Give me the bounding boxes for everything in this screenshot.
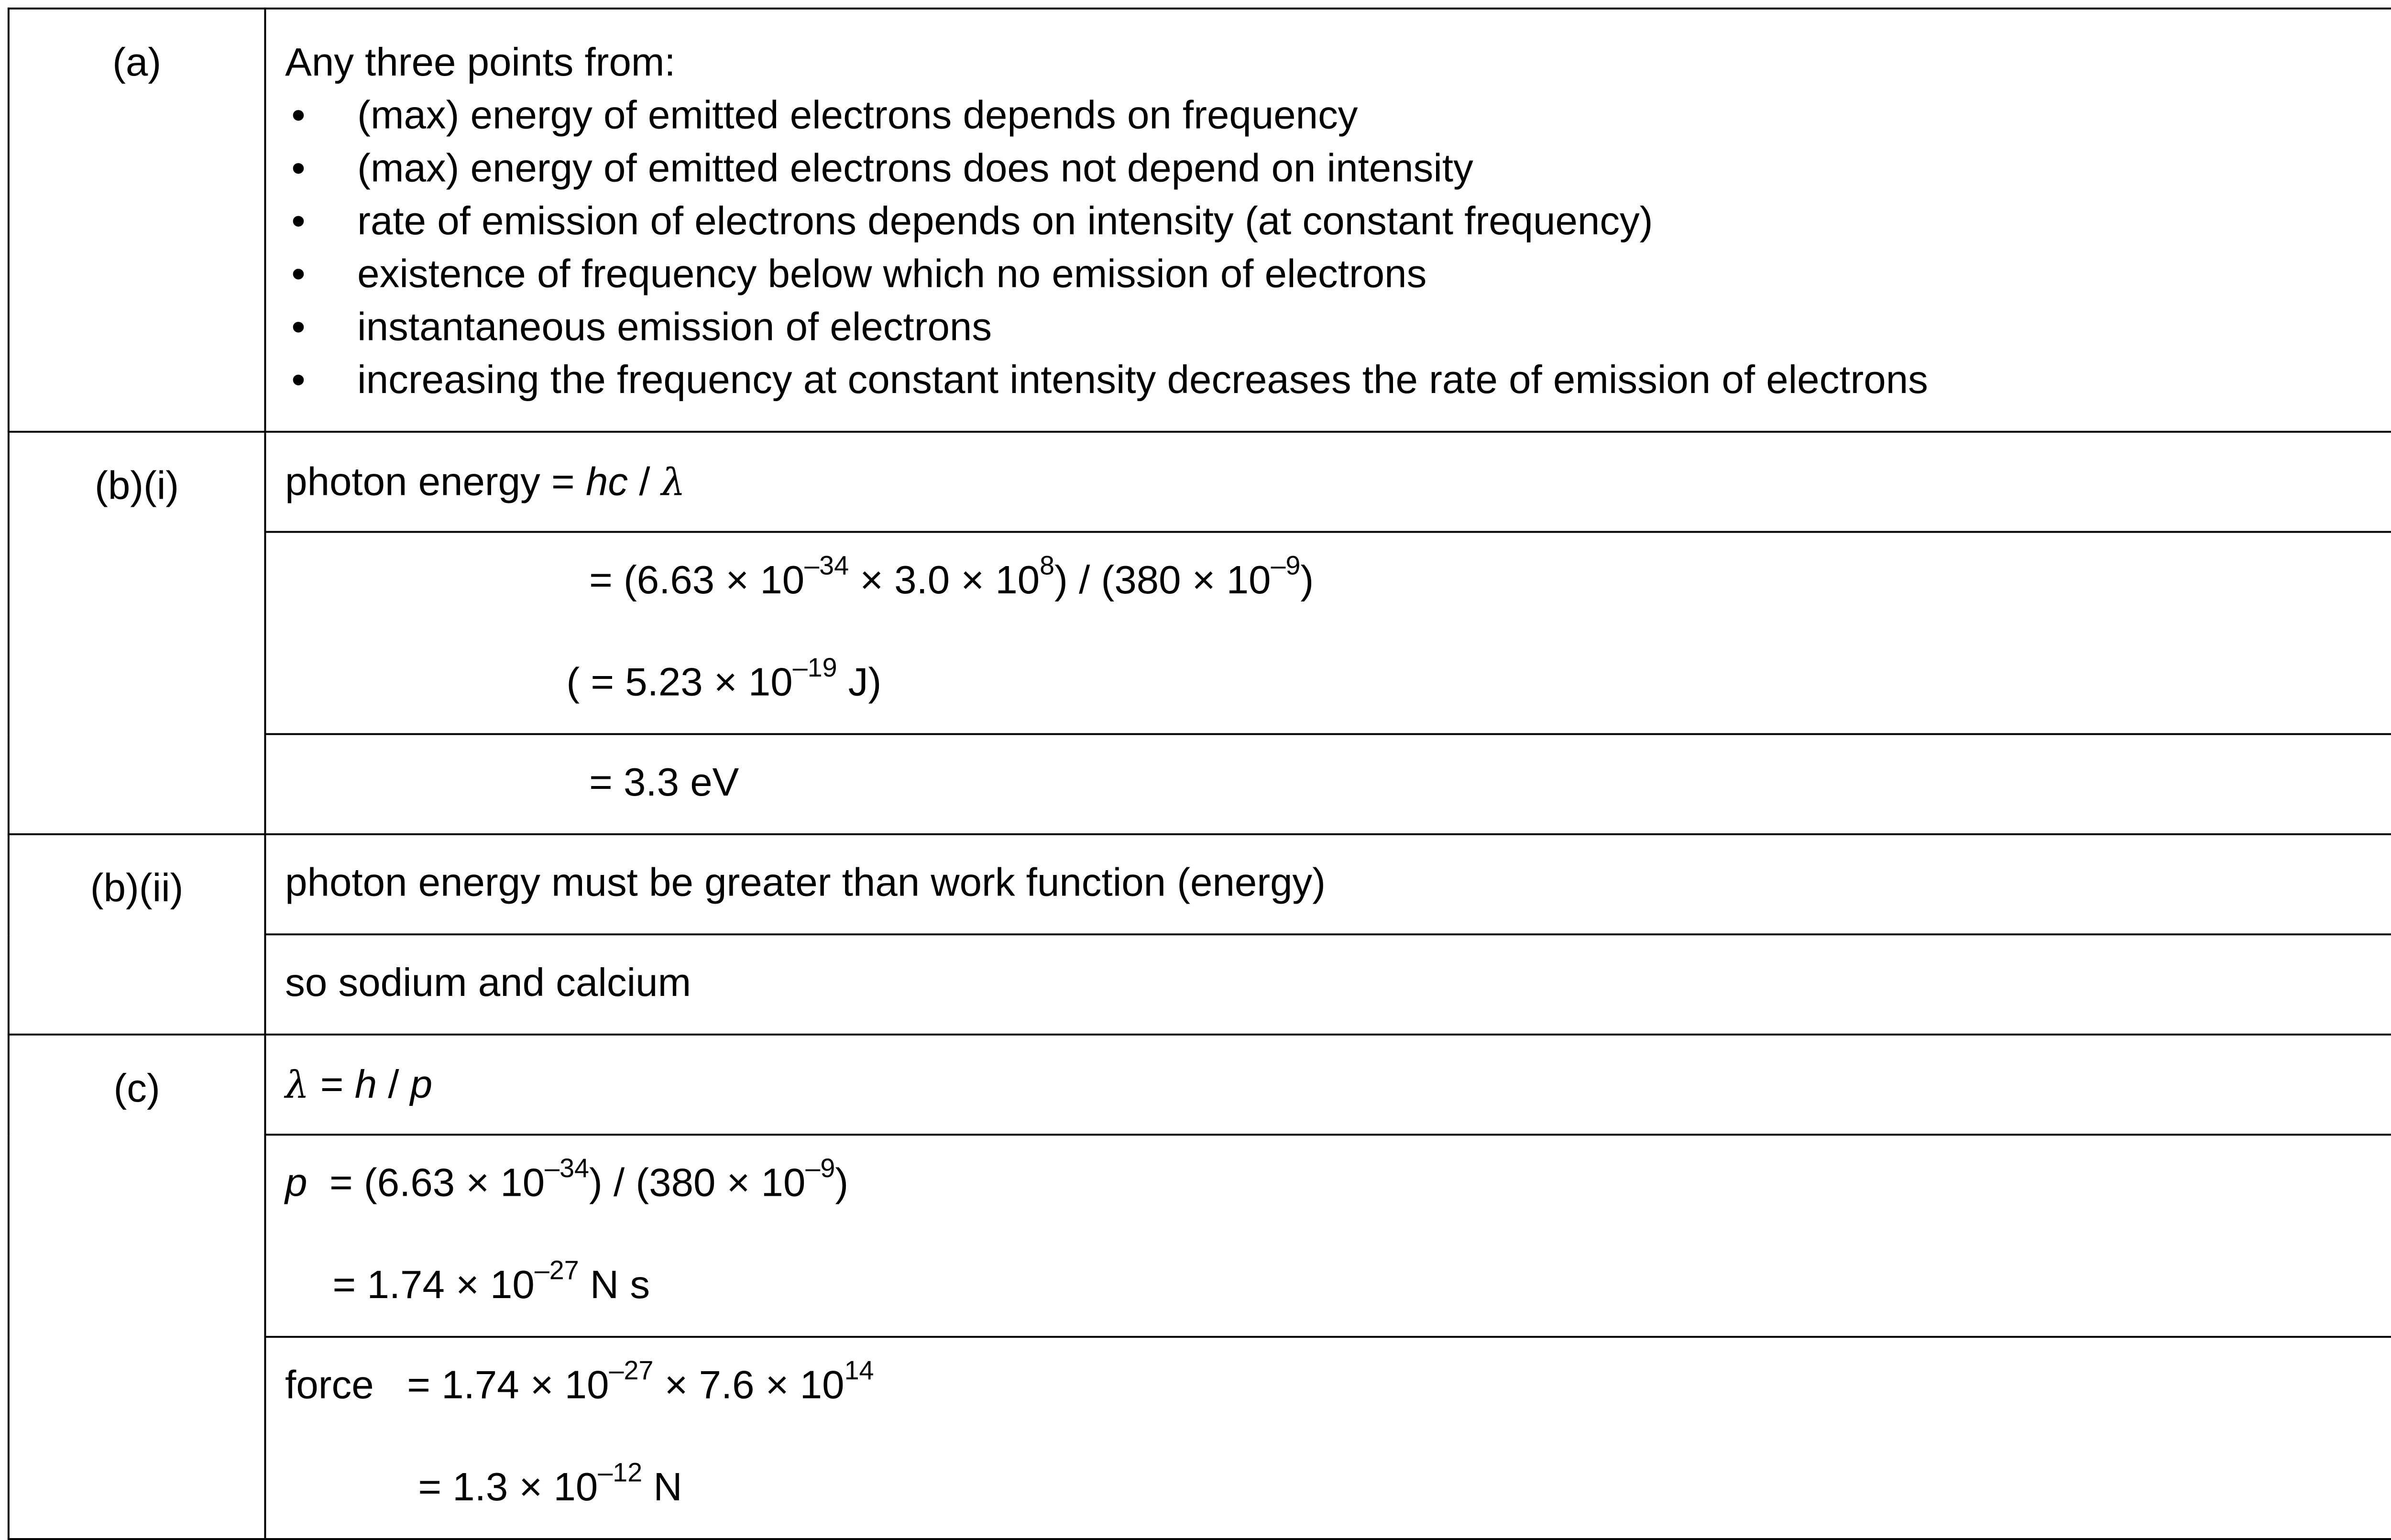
table-row bbox=[9, 834, 2391, 934]
table-row bbox=[9, 9, 2391, 432]
answer-cell-b-ii-1 bbox=[265, 834, 2391, 934]
photon-energy-formula: photon energy = hc / λ bbox=[285, 459, 686, 505]
table-row bbox=[9, 1135, 2391, 1337]
force-result: = $1.3 \times 10^{-12}$ N bbox=[418, 1457, 682, 1510]
answer-cell-c-2 bbox=[265, 1135, 2391, 1337]
bullet-icon: • bbox=[291, 94, 306, 138]
list-item: • (max) energy of emitted electrons does not depend on intensity bbox=[285, 143, 2391, 197]
list-item: • existence of frequency below which no emission of electrons bbox=[285, 250, 2391, 303]
bullet-icon: • bbox=[291, 147, 306, 191]
bullet-icon: • bbox=[291, 200, 306, 244]
answer-cell-b-i-1 bbox=[265, 432, 2391, 532]
table-row bbox=[9, 432, 2391, 532]
answer-cell-b-ii-2 bbox=[265, 934, 2391, 1034]
list-item: • instantaneous emission of electrons bbox=[285, 302, 2391, 355]
mark-scheme-table bbox=[8, 8, 2391, 1540]
table-row bbox=[9, 1035, 2391, 1135]
table-row bbox=[9, 734, 2391, 834]
momentum-result: = $1.74 \times 10^{-27}$ N s bbox=[332, 1255, 650, 1308]
bullet-icon: • bbox=[291, 253, 306, 297]
answer-cell-a bbox=[265, 9, 2391, 432]
photon-energy-joules: ( = $5.23 \times 10^{-19}$ J) bbox=[566, 652, 882, 705]
photon-energy-substitution: = $(6.63 \times 10^{-34} \times 3.0 \times 10^8) / (380 \times 10^{-9})$ bbox=[589, 550, 1314, 603]
photon-energy-ev: = 3.3 eV bbox=[589, 761, 739, 805]
bullet-list bbox=[285, 91, 2391, 408]
force-substitution: force = $1.74 \times 10^{-27} \times 7.6 \times 10^{14}$ bbox=[285, 1354, 874, 1408]
question-label-a: (a) bbox=[9, 9, 265, 432]
question-label-c: (c) bbox=[9, 1035, 265, 1539]
list-item: • rate of emission of electrons depends on intensity (at constant frequency) bbox=[285, 197, 2391, 250]
metals-conclusion: so sodium and calcium bbox=[285, 961, 691, 1005]
bullet-icon: • bbox=[291, 306, 306, 350]
table-row bbox=[9, 1337, 2391, 1539]
question-label-b-ii: (b)(ii) bbox=[9, 834, 265, 1035]
momentum-substitution: $p = (6.63 \times 10^{-34}) / (380 \times 10^{-9})$ bbox=[285, 1152, 849, 1206]
de-broglie-formula: λ = h / p bbox=[285, 1062, 433, 1107]
answer-cell-c-3 bbox=[265, 1337, 2391, 1539]
bullet-icon: • bbox=[291, 359, 306, 403]
answer-cell-b-i-2 bbox=[265, 532, 2391, 734]
table-row bbox=[9, 532, 2391, 734]
answer-cell-b-i-3 bbox=[265, 734, 2391, 834]
answer-intro: Any three points from: bbox=[285, 41, 676, 85]
answer-cell-c-1 bbox=[265, 1035, 2391, 1135]
table-row bbox=[9, 934, 2391, 1034]
list-item: • increasing the frequency at constant intensity decreases the rate of emission of electrons bbox=[285, 355, 2391, 408]
list-item: • (max) energy of emitted electrons depends on frequency bbox=[285, 91, 2391, 144]
work-function-statement: photon energy must be greater than work function (energy) bbox=[285, 862, 1326, 906]
question-label-b-i: (b)(i) bbox=[9, 432, 265, 834]
